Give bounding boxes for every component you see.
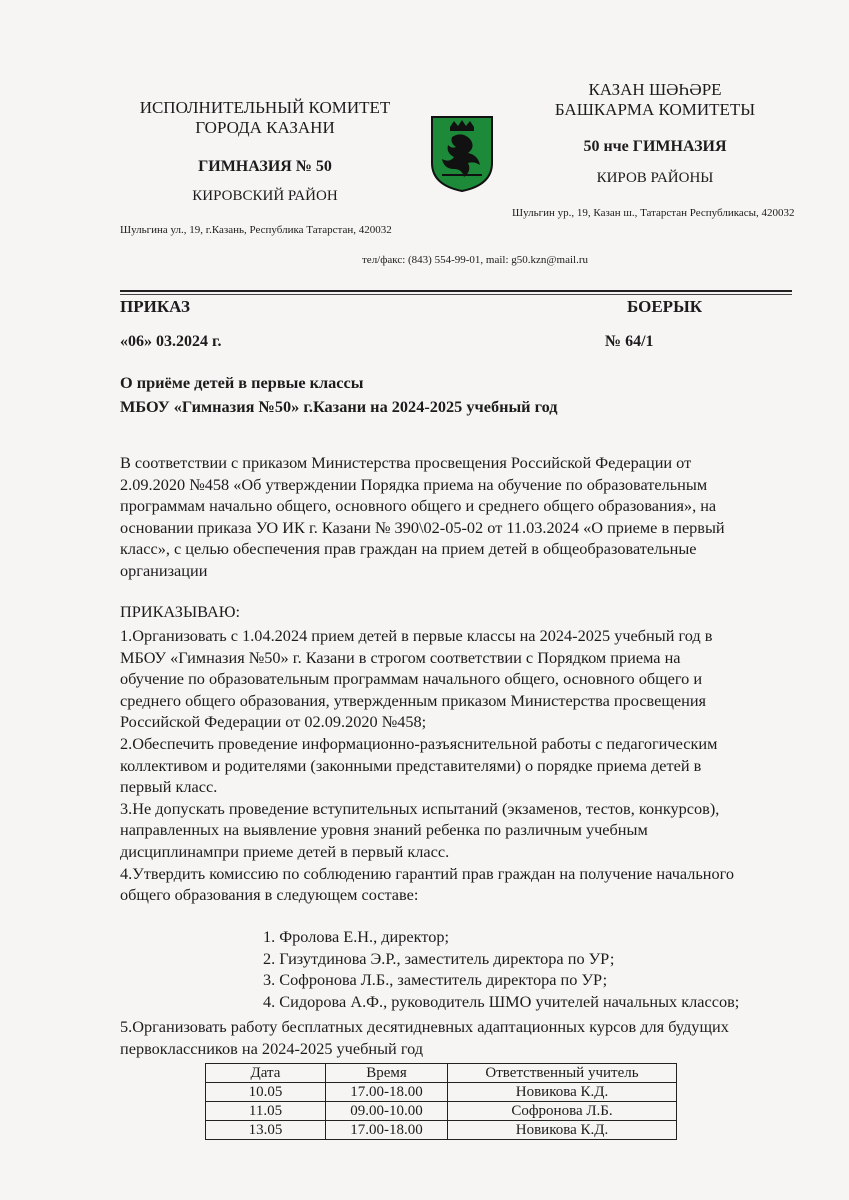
item2-line: коллективом и родителями (законными представителями) о порядке приема детей в bbox=[120, 755, 702, 775]
doc-title-line1: О приёме детей в первые классы bbox=[120, 373, 364, 392]
column-header-teacher: Ответственный учитель bbox=[448, 1064, 677, 1083]
header-left-org-line2: ГОРОДА КАЗАНИ bbox=[195, 118, 335, 137]
doc-title bbox=[120, 371, 680, 419]
item2-line: 2.Обеспечить проведение информационно-разъяснительной работы с педагогическим bbox=[120, 733, 718, 753]
item1-line: среднего общего образования, утвержденным приказом Министерства просвещения bbox=[120, 690, 707, 710]
item1-line: обучение по образовательным программам начального общего, основного общего и bbox=[120, 669, 703, 689]
table-row bbox=[206, 1102, 677, 1121]
commission-member: 4. Сидорова А.Ф., руководитель ШМО учителей начальных классов; bbox=[263, 991, 740, 1011]
order-items bbox=[120, 625, 772, 906]
commission-member: 1. Фролова Е.Н., директор; bbox=[263, 927, 449, 946]
item5-line: 5.Организовать работу бесплатных десятидневных адаптационных курсов для будущих bbox=[120, 1017, 729, 1036]
doc-type-tt: БОЕРЫК bbox=[627, 297, 703, 316]
header-right-school: 50 нче ГИМНАЗИЯ bbox=[583, 138, 727, 155]
header-left bbox=[110, 98, 420, 138]
header-left-org-line1: ИСПОЛНИТЕЛЬНЫЙ КОМИТЕТ bbox=[139, 98, 391, 117]
cell-date: 13.05 bbox=[206, 1121, 326, 1140]
header-divider bbox=[120, 290, 792, 292]
preamble-line: класс», с целью обеспечения прав граждан на прием детей в общеобразовательные bbox=[120, 539, 697, 559]
item4-line: общего образования в следующем составе: bbox=[120, 885, 419, 905]
cell-teacher: Софронова Л.Б. bbox=[448, 1102, 677, 1121]
item4-line: 4.Утвердить комиссию по соблюдению гарантий прав граждан на получение начального bbox=[120, 863, 735, 883]
table-row bbox=[206, 1121, 677, 1140]
header-right-address: Шульгин ур., 19, Казан ш., Татарстан Республикасы, 420032 bbox=[512, 207, 795, 219]
header-right bbox=[520, 80, 790, 120]
cell-time: 17.00-18.00 bbox=[326, 1121, 448, 1140]
header-right-org-line1: КАЗАН ШӘҺӘРЕ bbox=[588, 80, 722, 99]
table-row bbox=[206, 1083, 677, 1102]
kazan-dragon-emblem-icon bbox=[428, 113, 496, 193]
schedule-table bbox=[205, 1063, 677, 1140]
cell-teacher: Новикова К.Д. bbox=[448, 1083, 677, 1102]
preamble-line: программам начально общего, основного общего и среднего общего образования», на bbox=[120, 496, 717, 516]
doc-number: № 64/1 bbox=[605, 333, 654, 350]
cell-time: 09.00-10.00 bbox=[326, 1102, 448, 1121]
doc-title-line2: МБОУ «Гимназия №50» г.Казани на 2024-2025 учебный год bbox=[120, 397, 558, 416]
item2-line: первый класс. bbox=[120, 777, 218, 797]
preamble-line: 2.09.2020 №458 «Об утверждении Порядка приема на обучение по образовательным bbox=[120, 474, 708, 494]
contacts-line: тел/факс: (843) 554-99-01, mail: g50.kzn@mail.ru bbox=[362, 254, 588, 266]
header-right-org-line2: БАШКАРМА КОМИТЕТЫ bbox=[554, 100, 756, 119]
header-left-district: КИРОВСКИЙ РАЙОН bbox=[192, 188, 338, 204]
cell-date: 10.05 bbox=[206, 1083, 326, 1102]
commission-list bbox=[263, 926, 783, 1012]
doc-date: «06» 03.2024 г. bbox=[120, 333, 222, 350]
cell-teacher: Новикова К.Д. bbox=[448, 1121, 677, 1140]
item1-line: МБОУ «Гимназия №50» г. Казани в строгом соответствии с Порядком приема на bbox=[120, 647, 681, 667]
cell-time: 17.00-18.00 bbox=[326, 1083, 448, 1102]
preamble-line: организации bbox=[120, 560, 208, 580]
commission-member: 3. Софронова Л.Б., заместитель директора по УР; bbox=[263, 970, 608, 990]
column-header-time: Время bbox=[326, 1064, 448, 1083]
item1-line: Российской Федерации от 02.09.2020 №458; bbox=[120, 712, 427, 732]
header-right-district: КИРОВ РАЙОНЫ bbox=[596, 170, 714, 186]
item3-line: 3.Не допускать проведение вступительных испытаний (экзаменов, тестов, конкурсов), bbox=[120, 798, 720, 818]
item1-line: 1.Организовать с 1.04.2024 прием детей в первые классы на 2024-2025 учебный год в bbox=[120, 626, 713, 645]
item5 bbox=[120, 1016, 780, 1059]
preamble bbox=[120, 452, 780, 582]
commission-member: 2. Гизутдинова Э.Р., заместитель директора по УР; bbox=[263, 948, 615, 968]
preamble-line: В соответствии с приказом Министерства просвещения Российской Федерации от bbox=[120, 453, 692, 472]
item3-line: дисциплинампри приеме детей в первый класс. bbox=[120, 841, 450, 861]
doc-type-ru: ПРИКАЗ bbox=[120, 297, 190, 316]
order-word: ПРИКАЗЫВАЮ: bbox=[120, 602, 240, 621]
preamble-line: основании приказа УО ИК г. Казани № 390\02-05-02 от 11.03.2024 «О приеме в первый bbox=[120, 517, 725, 537]
cell-date: 11.05 bbox=[206, 1102, 326, 1121]
column-header-date: Дата bbox=[206, 1064, 326, 1083]
item5-line: первоклассников на 2024-2025 учебный год bbox=[120, 1038, 424, 1058]
item3-line: направленных на выявление уровня знаний ребенка по различным учебным bbox=[120, 820, 648, 840]
header-left-address: Шульгина ул., 19, г.Казань, Республика Татарстан, 420032 bbox=[120, 224, 392, 236]
header-left-school: ГИМНАЗИЯ № 50 bbox=[198, 158, 332, 175]
header-divider-thin bbox=[120, 294, 792, 295]
table-header-row bbox=[206, 1064, 677, 1083]
